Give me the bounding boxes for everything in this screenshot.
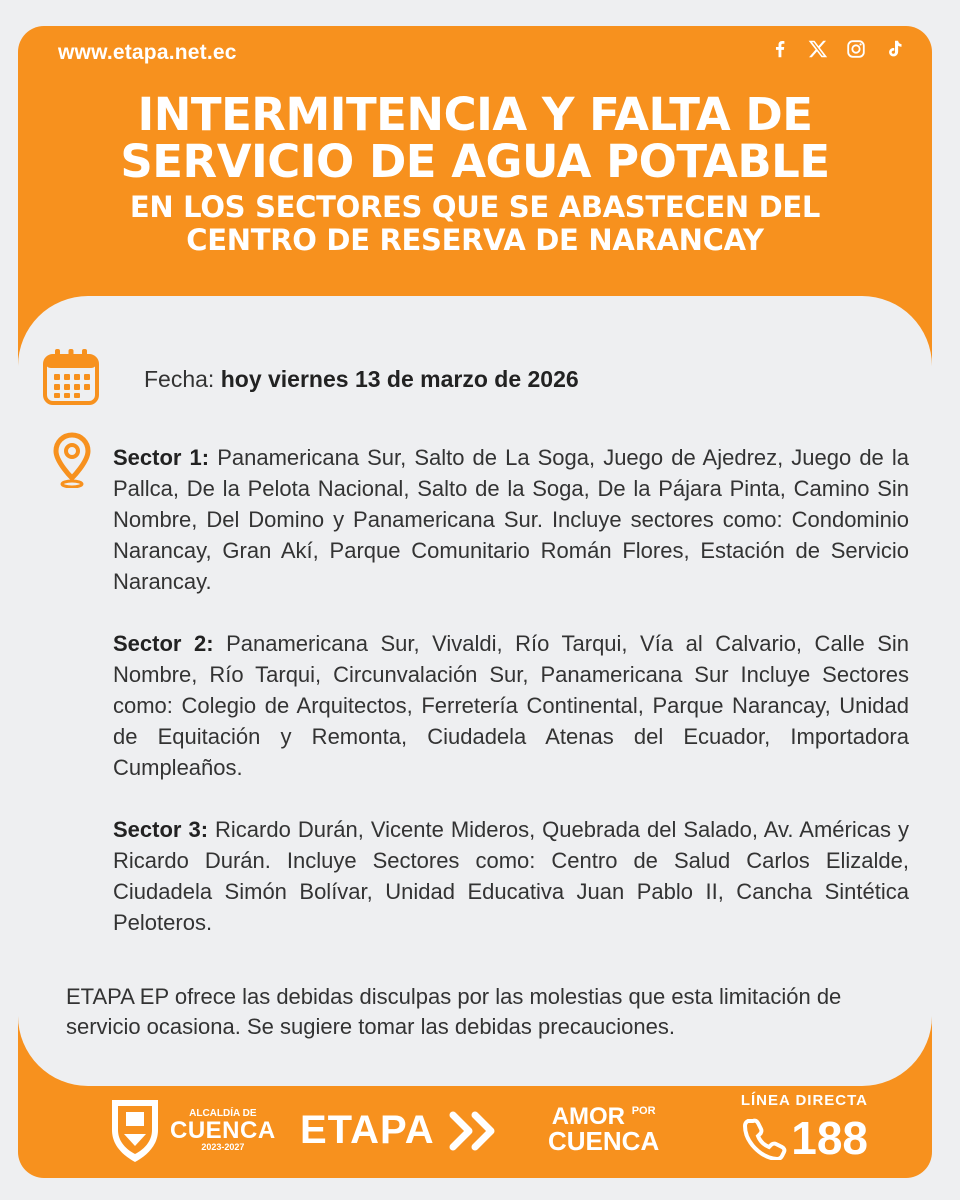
hotline-number: 188 xyxy=(791,1112,868,1164)
sector-label: Sector 3: xyxy=(113,817,209,842)
sector-item-2 xyxy=(113,628,909,783)
cuenca-years-label: 2023-2027 xyxy=(201,1141,245,1152)
etapa-logo xyxy=(300,1108,501,1153)
social-links xyxy=(768,37,906,61)
closing-note: ETAPA EP ofrece las debidas disculpas por las molestias que esta limitación de servicio ocasiona. Se sugiere tomar las debidas precauciones. xyxy=(66,984,842,1039)
calendar-icon xyxy=(42,348,100,411)
sector-item-3 xyxy=(113,814,909,938)
content-panel xyxy=(18,296,932,1086)
facebook-icon[interactable] xyxy=(768,37,792,61)
cuenca-logo xyxy=(106,1094,276,1166)
amor-por-cuenca-logo xyxy=(548,1103,660,1156)
instagram-icon[interactable] xyxy=(844,37,868,61)
subtitle-line-1: EN LOS SECTORES QUE SE ABASTECEN DEL xyxy=(129,190,821,224)
sector-text: Panamericana Sur, Salto de La Soga, Juego de Ajedrez, Juego de la Pallca, De la Pelota Nacional, Salto de la Soga, De la Pájara Pinta, Camino Sin Nombre, Del Domino y Panamericana Sur. Incluye sectores como: Condominio Narancay, Gran Akí, Parque Comunitario Román Flores, Estación de Servicio Narancay. xyxy=(113,445,909,594)
date-label: Fecha: xyxy=(144,366,215,392)
date-text xyxy=(144,366,579,393)
amor-word: AMOR xyxy=(551,1103,626,1130)
announcement-card xyxy=(18,26,932,1178)
headline xyxy=(18,88,932,257)
phone-icon xyxy=(743,1116,787,1160)
hotline[interactable] xyxy=(718,1092,868,1165)
subtitle-line-2: CENTRO DE RESERVA DE NARANCAY xyxy=(186,223,764,257)
sector-item-1 xyxy=(113,442,909,597)
website-link[interactable]: www.etapa.net.ec xyxy=(58,41,237,64)
footer xyxy=(18,1086,932,1178)
sector-label: Sector 1: xyxy=(113,445,210,470)
cuenca-top-label: ALCALDÍA DE xyxy=(189,1107,257,1119)
sector-text: Ricardo Durán, Vicente Mideros, Quebrada del Salado, Av. Américas y Ricardo Durán. Incluye Sectores como: Centro de Salud Carlos Elizalde, Ciudadela Simón Bolívar, Unidad Educativa Juan Pablo II, Cancha Sintética Peloteros. xyxy=(113,817,909,935)
double-chevron-icon xyxy=(449,1111,501,1151)
hotline-label: LÍNEA DIRECTA xyxy=(740,1092,868,1109)
date-value: hoy viernes 13 de marzo de 2026 xyxy=(220,366,579,392)
cuenca-shield-icon xyxy=(106,1094,164,1166)
x-icon[interactable] xyxy=(806,37,830,61)
sector-label: Sector 2: xyxy=(113,631,214,656)
por-word: POR xyxy=(631,1105,656,1117)
cuenca-main-label: CUENCA xyxy=(170,1116,276,1144)
title-line-2: SERVICIO DE AGUA POTABLE xyxy=(120,135,830,188)
etapa-wordmark: ETAPA xyxy=(300,1108,435,1152)
sector-text: Panamericana Sur, Vivaldi, Río Tarqui, Vía al Calvario, Calle Sin Nombre, Río Tarqui, Circunvalación Sur, Panamericana Sur Incluye Sectores como: Colegio de Arquitectos, Ferretería Continental, Parque Narancay, Unidad de Equitación y Remonta, Ciudadela Atenas del Ecuador, Importadora Cumpleaños. xyxy=(113,631,910,780)
amor-cuenca-word: CUENCA xyxy=(548,1125,660,1156)
date-row xyxy=(42,348,579,411)
tiktok-icon[interactable] xyxy=(882,37,906,61)
sectors-list xyxy=(113,442,909,969)
title-line-1: INTERMITENCIA Y FALTA DE xyxy=(137,88,813,141)
